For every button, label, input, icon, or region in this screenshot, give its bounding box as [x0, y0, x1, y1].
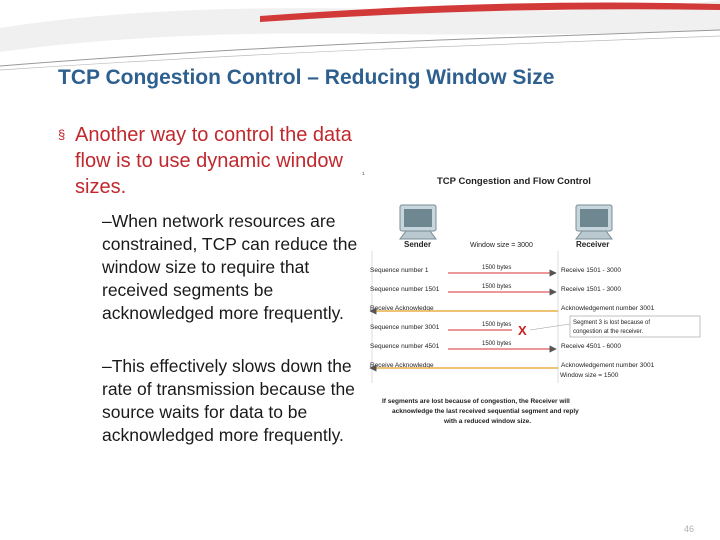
row-bytes-label: 1500 bytes: [482, 341, 512, 347]
main-bullet-text: Another way to control the data flow is to use dynamic window sizes.: [75, 124, 352, 198]
caption-line-1: If segments are lost because of congestion, the Receiver will: [382, 398, 570, 405]
sender-computer-icon: [400, 205, 436, 239]
callout-line-1: Segment 3 is lost because of: [573, 320, 651, 326]
row-right-label: Acknowledgement number 3001: [561, 362, 655, 369]
row-right-label: Receive 4501 - 6000: [561, 343, 621, 350]
sub-bullet-1: –When network resources are constrained, TCP can reduce the window size to require that received segments be acknowledged more frequently.: [102, 211, 358, 323]
caption-line-2: acknowledge the last received sequential segment and reply: [392, 408, 579, 415]
callout-pointer: [530, 324, 570, 330]
row-right-label: Receive 1501 - 3000: [561, 286, 621, 293]
diagram-corner-mark: ¹: [362, 170, 365, 179]
sender-label: Sender: [404, 240, 432, 249]
sub-bullet-2: –This effectively slows down the rate of transmission because the source waits for data to be acknowledged more frequently.: [102, 356, 355, 445]
diagram-title: TCP Congestion and Flow Control: [437, 176, 591, 187]
tcp-diagram-svg: [362, 165, 702, 435]
row-left-label: Sequence number 1: [370, 267, 429, 274]
receiver-computer-icon: [576, 205, 612, 239]
row-bytes-label: 1500 bytes: [482, 284, 512, 290]
row-bytes-label: 1500 bytes: [482, 265, 512, 271]
window-size-label: Window size = 3000: [470, 242, 533, 249]
row-left-label: Receive Acknowledge: [370, 305, 434, 312]
swoosh-line-2: [0, 36, 720, 70]
row-left-label: Sequence number 3001: [370, 324, 440, 331]
tcp-diagram: [362, 165, 702, 435]
main-bullet: [58, 122, 358, 200]
callout-line-2: congestion at the receiver.: [573, 329, 644, 335]
row-right-label: Acknowledgement number 3001: [561, 305, 655, 312]
slide-title: TCP Congestion Control – Reducing Window Size: [58, 66, 555, 89]
page-number: 46: [683, 524, 694, 534]
lost-x-mark: X: [518, 323, 527, 338]
row-right-label: Receive 1501 - 3000: [561, 267, 621, 274]
row-left-label: Sequence number 4501: [370, 343, 440, 350]
window-size-label-2: Window size = 1500: [560, 372, 619, 379]
lost-segment-callout: [570, 316, 700, 337]
caption-line-3: with a reduced window size.: [444, 418, 532, 425]
row-bytes-label: 1500 bytes: [482, 322, 512, 328]
bullet-marker: §: [58, 127, 66, 142]
row-left-label: Receive Acknowledge: [370, 362, 434, 369]
row-left-label: Sequence number 1501: [370, 286, 440, 293]
receiver-label: Receiver: [576, 240, 610, 249]
